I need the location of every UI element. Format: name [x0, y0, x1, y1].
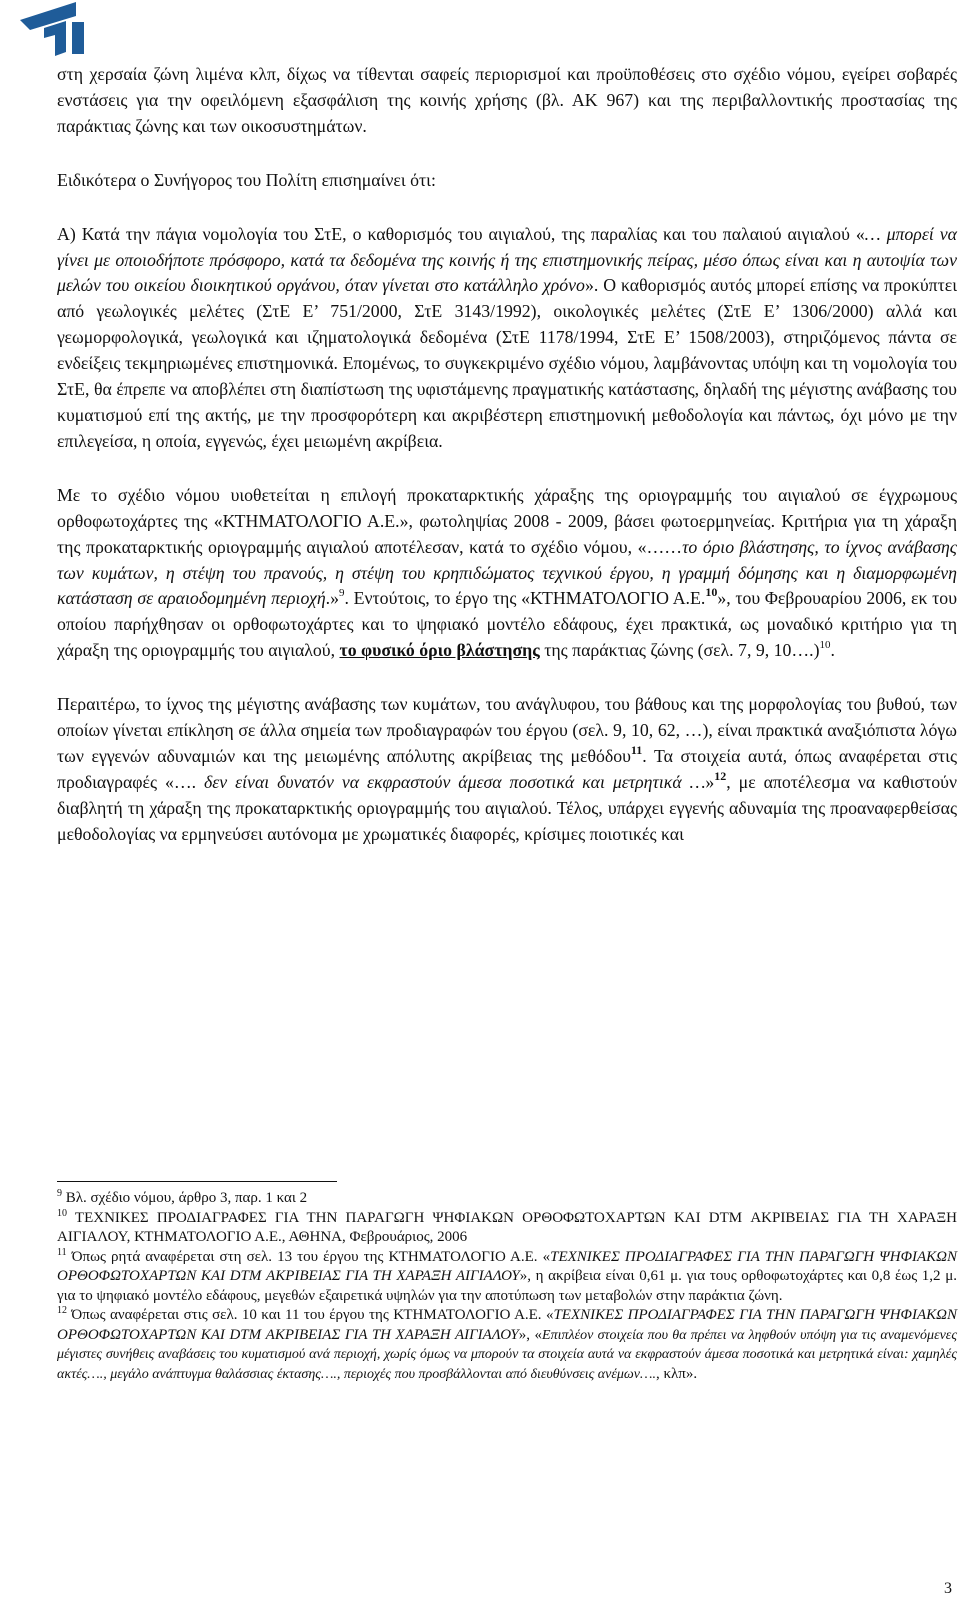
footnote-separator: [57, 1181, 337, 1182]
main-text: [57, 62, 957, 848]
paragraph-1: στη χερσαία ζώνη λιμένα κλπ, δίχως να τίθενται σαφείς περιορισμοί και προϋποθέσεις στο σχέδιο νόμου, εγείρει σοβαρές ενστάσεις για την οφειλόμενη εξασφάλιση της κοινής χρήσης (βλ. ΑΚ 967) και της περιβαλλοντικής προστασίας της παράκτιας ζώνης και των οικοσυστημάτων.: [57, 64, 957, 136]
paragraph-2: Ειδικότερα ο Συνήγορος του Πολίτη επισημαίνει ότι:: [57, 169, 436, 190]
footnote-ref-12[interactable]: 12: [714, 768, 727, 783]
paragraph-4: Με το σχέδιο νόμου υιοθετείται η επιλογή προκαταρκτικής χάραξης της οριογραμμής του αιγιαλού σε έγχρωμους ορθοφωτοχάρτες της «ΚΤΗΜΑΤΟΛΟΓΙΟ Α.Ε.», φωτοληψίας 2008 - 2009, βάσει φωτοερμηνείας. Κριτήρια για τη χάραξη της προκαταρκτικής οριογραμμής αιγιαλού αποτέλεσαν, κατά το σχέδιο νόμου, «……το όριο βλάστησης, το ίχνος ανάβασης των κυμάτων, η στέψη του πρανούς, η στέψη του κρηπιδώματος τεχνικού έργου, η γραμμή δόμησης και η διαμορφωμένη κατάσταση σε αραιοδομημένη περιοχή.»$^9$. Εντούτοις, το έργο της «ΚΤΗΜΑΤΟΛΟΓΙΟ Α.Ε.$^{10}$», του Φεβρουαρίου 2006, εκ του οποίου παρήχθησαν οι ορθοφωτοχάρτες και το ψηφιακό μοντέλο εδάφους, έχει πρακτικά, ως μοναδικό κριτήριο για τη χάραξη της οριογραμμής του αιγιαλού, το φυσικό όριο βλάστησης της παράκτιας ζώνης (σελ. 7, 9, 10….)$^{10}$.: [57, 484, 957, 661]
paragraph-5: Περαιτέρω, το ίχνος της μέγιστης ανάβασης των κυμάτων, του ανάγλυφου, του βάθους και της μορφολογίας του βυθού, των οποίων γίνεται επίκληση σε άλλα σημεία των προδιαγραφών του έργου (σελ. 9, 10, 62, …), είναι πρακτικά αναξιόπιστα λόγω των εγγενών αδυναμιών και της μειωμένης απόλυτης ακρίβειας της μεθόδου$^{11}$. Τα στοιχεία αυτά, όπως αναφέρεται στις προδιαγραφές «…. δεν είναι δυνατόν να εκφραστούν άμεσα ποσοτικά και μετρητικά …»$^{12}$, με αποτέλεσμα να καθιστούν διαβλητή τη χάραξη της προκαταρκτικής οριογραμμής του αιγιαλού. Τέλος, υπάρχει εγγενής αδυναμία της προαναφερθείσας μεθοδολογίας να ερμηνεύσει αυτόνομα με χρωματικές διαφορές, κρίσιμες ποιοτικές και: [57, 694, 958, 844]
footnote-ref-9[interactable]: 9: [338, 587, 345, 600]
footnote-ref-11[interactable]: 11: [630, 742, 643, 757]
footnote-12: $^{12}$ Όπως αναφέρεται στις σελ. 10 και 11 του έργου της ΚΤΗΜΑΤΟΛΟΓΙΟ Α.Ε. «ΤΕΧΝΙΚΕΣ ΠΡΟΔΙΑΓΡΑΦΕΣ ΓΙΑ ΤΗΝ ΠΑΡΑΓΩΓΗ ΨΗΦΙΑΚΩΝ ΟΡΘΟΦΩΤΟΧΑΡΤΩΝ ΚΑΙ DTM ΑΚΡΙΒΕΙΑΣ ΓΙΑ ΤΗ ΧΑΡΑΞΗ ΑΙΓΙΑΛΟΥ», «Επιπλέον στοιχεία που θα πρέπει να ληφθούν υπόψη για τις αναμενόμενες μέγιστες συνήθεις αναβάσεις του κυματισμού ανά περιοχή, χωρίς όμως να μπορούν τα στοιχεία αυτά να εκφραστούν άμεσα ποσοτικά και μετρητικά είναι: χαμηλές ακτές…., μεγάλο ανάπτυγμα θαλάσσιας έκτασης…., περιοχές που προσβάλλονται από διευθύνσεις ανέμων…., κλπ».: [57, 1305, 957, 1382]
footnote-ref-10-b[interactable]: 10: [819, 639, 831, 652]
page-number: 3: [944, 1580, 952, 1597]
emphasis-vegetation-line: το φυσικό όριο βλάστησης: [339, 640, 540, 661]
footnote-10: $^{10}$ ΤΕΧΝΙΚΕΣ ΠΡΟΔΙΑΓΡΑΦΕΣ ΓΙΑ ΤΗΝ ΠΑΡΑΓΩΓΗ ΨΗΦΙΑΚΩΝ ΟΡΘΟΦΩΤΟΧΑΡΤΩΝ ΚΑΙ DTM ΑΚΡΙΒΕΙΑΣ ΓΙΑ ΤΗ ΧΑΡΑΞΗ ΑΙΓΙΑΛΟΥ, ΚΤΗΜΑΤΟΛΟΓΙΟ Α.Ε., ΑΘΗΝΑ, Φεβρουάριος, 2006: [57, 1207, 957, 1245]
footnote-11: $^{11}$ Όπως ρητά αναφέρεται στη σελ. 13 του έργου της ΚΤΗΜΑΤΟΛΟΓΙΟ Α.Ε. «ΤΕΧΝΙΚΕΣ ΠΡΟΔΙΑΓΡΑΦΕΣ ΓΙΑ ΤΗΝ ΠΑΡΑΓΩΓΗ ΨΗΦΙΑΚΩΝ ΟΡΘΟΦΩΤΟΧΑΡΤΩΝ ΚΑΙ DTM ΑΚΡΙΒΕΙΑΣ ΓΙΑ ΤΗ ΧΑΡΑΞΗ ΑΙΓΙΑΛΟΥ», η ακρίβεια είναι 0,61 μ. για τους ορθοφωτοχάρτες και 0,8 έως 1,2 μ. για το ψηφιακό μοντέλο εδάφους, μεγεθών εξαιρετικά υψηλών για την αποτύπωση των μεταβολών στην παράκτια ζώνη.: [57, 1246, 957, 1304]
footnotes: [57, 1189, 957, 1384]
paragraph-3: Α) Κατά την πάγια νομολογία του ΣτΕ, ο καθορισμός του αιγιαλού, της παραλίας και του παλαιού αιγιαλού «… μπορεί να γίνει με οποιοδήποτε πρόσφορο, κατά τα δεδομένα της κοινής ή της επιστημονικής πείρας, μέσο όπως είναι και η αυτοψία των μελών του οικείου διοικητικού οργάνου, όταν γίνεται στο κατάλληλο χρόνο». Ο καθορισμός αυτός μπορεί επίσης να προκύπτει από γεωλογικές μελέτες (ΣτΕ Ε’ 751/2000, ΣτΕ 3143/1992), οικολογικές μελέτες (ΣτΕ Ε’ 1306/2000) αλλά και γεωμορφολογικά, γεωλογικά και ιζηματολογικά δεδομένα (ΣτΕ 1178/1994, ΣτΕ Ε’ 1508/2003), στηριζόμενος πάντα σε ενδείξεις τεκμηριωμένες επιστημονικά. Επομένως, το συγκεκριμένο σχέδιο νόμου, λαμβάνοντας υπόψη και τη νομολογία του ΣτΕ, θα έπρεπε να αποβλέπει στη διαπίστωση της υφιστάμενης πραγματικής κατάστασης, δηλαδή της μέγιστης ανάβασης του κυματισμού επί της ακτής, με την προσφορότερη και ακριβέστερη επιστημονική μεθοδολογία και πάντως, όχι μόνο με την επιλεγείσα, η οποία, εγγενώς, έχει μειωμένη ακρίβεια.: [57, 223, 958, 451]
footnote-9: $^9$ Βλ. σχέδιο νόμου, άρθρο 3, παρ. 1 και 2: [57, 1188, 308, 1206]
footnote-ref-10[interactable]: 10: [705, 585, 718, 600]
organization-logo: [14, 2, 94, 58]
